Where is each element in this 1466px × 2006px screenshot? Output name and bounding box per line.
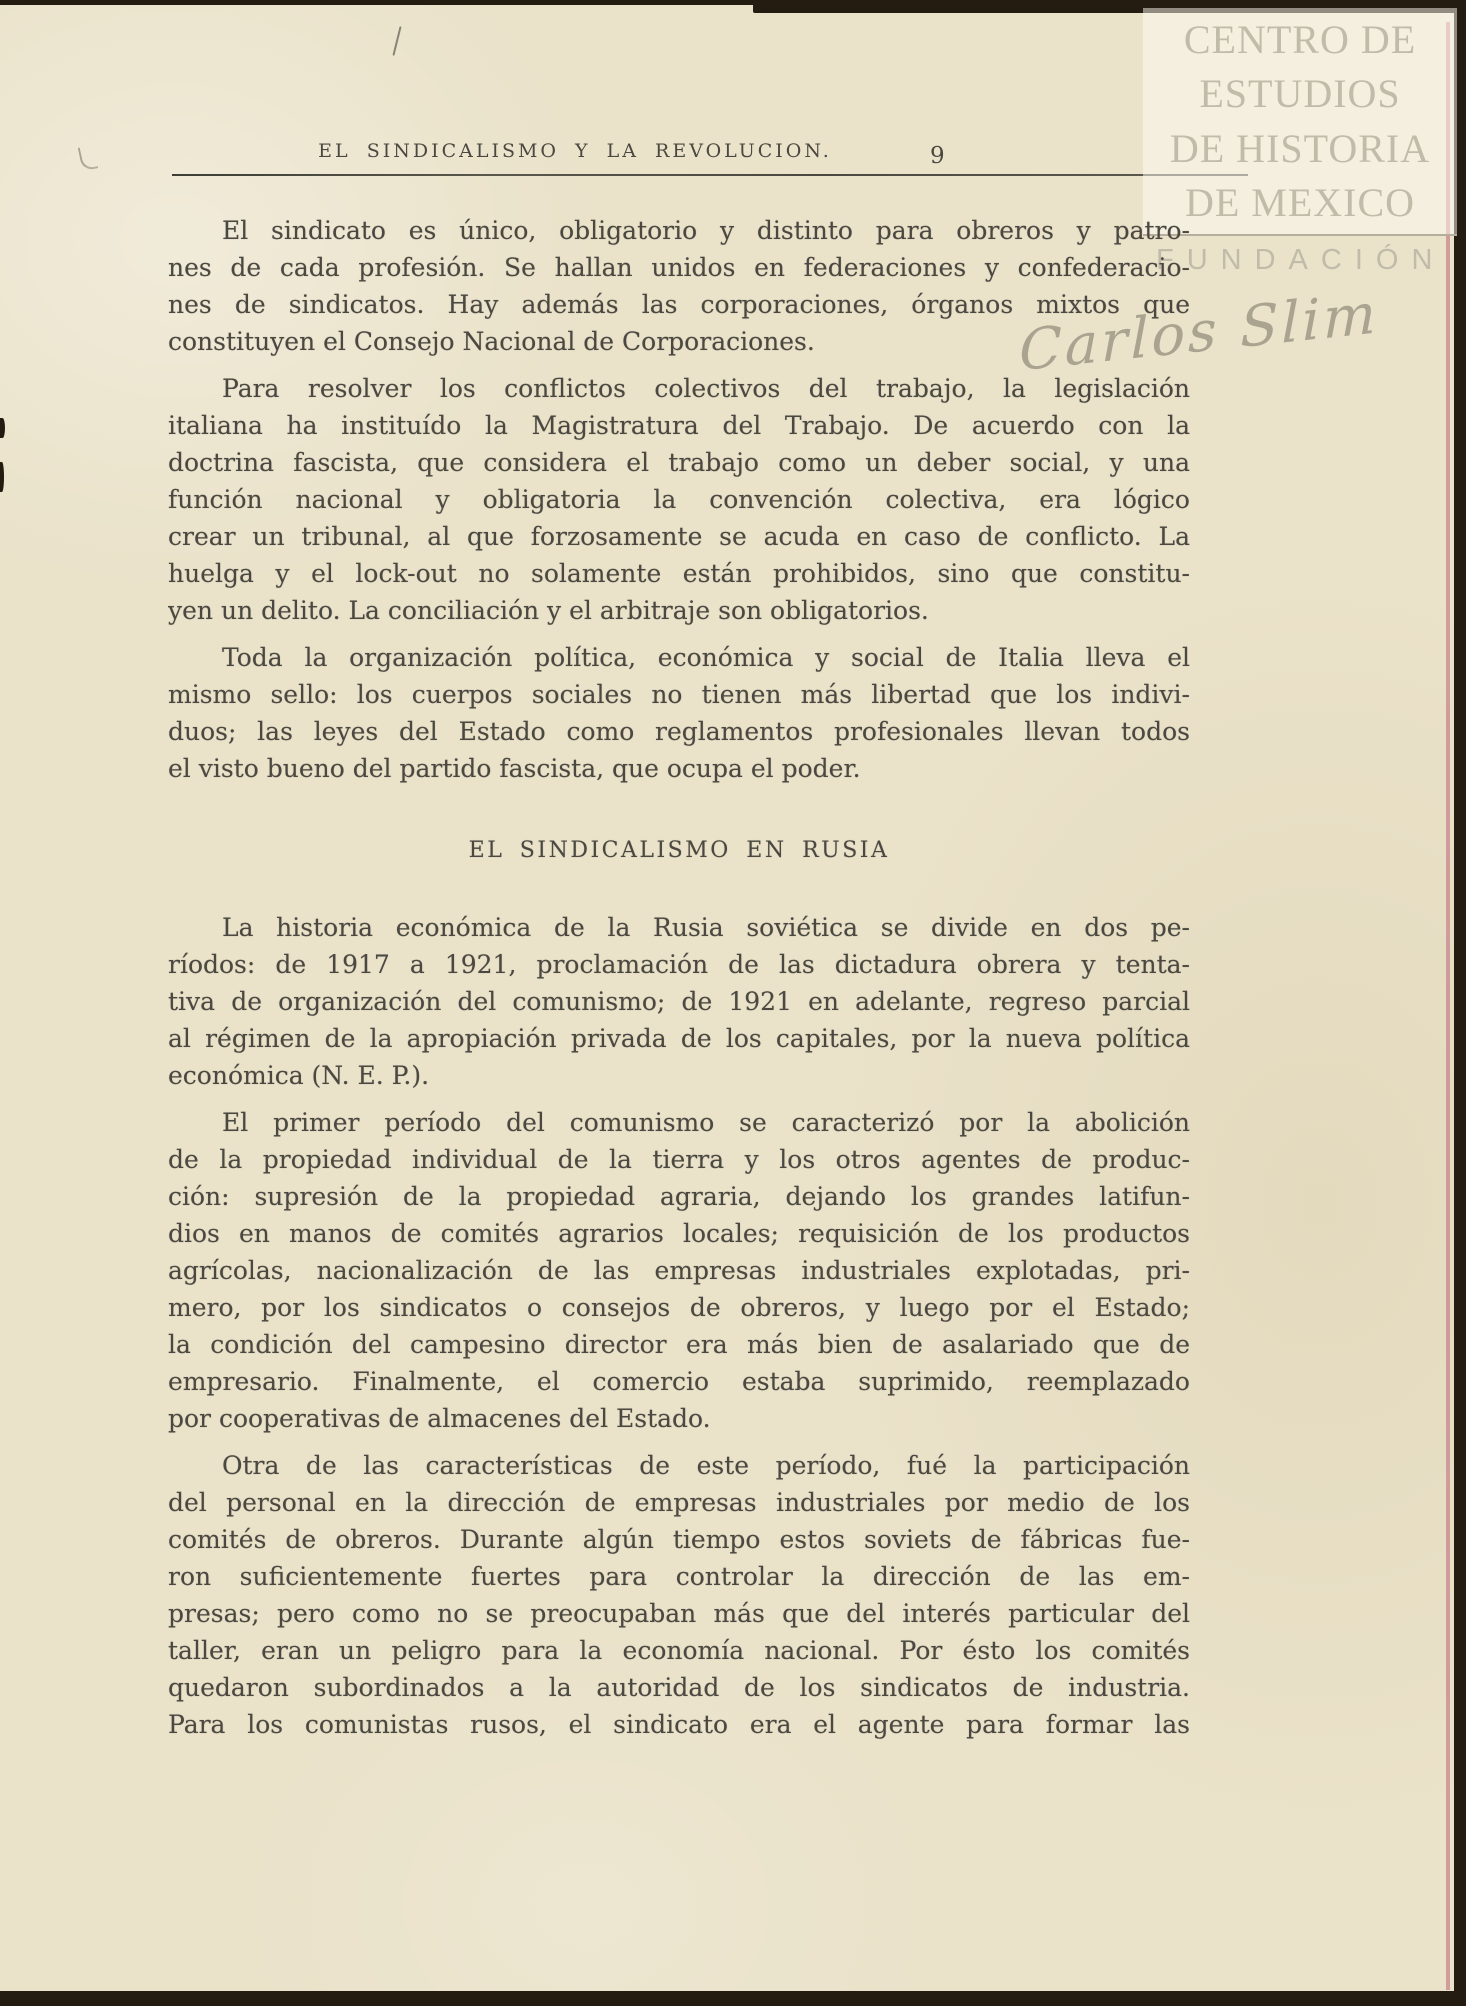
text-line: presas; pero como no se preocupaban más que del interés particular del xyxy=(168,1599,1190,1628)
text-line: El primer período del comunismo se caracterizó por la abolición xyxy=(222,1108,1190,1137)
scan-left-notch xyxy=(0,418,5,438)
text-line: Para resolver los conflictos colectivos del trabajo, la legislación xyxy=(222,374,1190,403)
text-line: huelga y el lock-out no solamente están prohibidos, sino que constitu- xyxy=(168,559,1190,588)
text-line: nes de cada profesión. Se hallan unidos en federaciones y confederacio- xyxy=(168,253,1190,282)
paragraph xyxy=(168,1104,1190,1437)
text-line: económica (N. E. P.). xyxy=(168,1061,430,1090)
pen-mark xyxy=(392,26,401,56)
paragraph xyxy=(168,370,1190,629)
text-line: ción: supresión de la propiedad agraria, dejando los grandes latifun- xyxy=(168,1182,1190,1211)
text-line: taller, eran un peligro para la economía nacional. Por ésto los comités xyxy=(168,1636,1190,1665)
text-line: dios en manos de comités agrarios locales; requisición de los productos xyxy=(168,1219,1190,1248)
text-line: La historia económica de la Rusia soviética se divide en dos pe- xyxy=(222,913,1190,942)
paragraph xyxy=(168,212,1190,360)
watermark-line: CENTRO DE xyxy=(1183,16,1417,62)
text-line: ríodos: de 1917 a 1921, proclamación de las dictadura obrera y tenta- xyxy=(168,950,1190,979)
paragraph-group-italy xyxy=(168,212,1190,787)
text-line: del personal en la dirección de empresas industriales por medio de los xyxy=(168,1488,1190,1517)
text-line: yen un delito. La conciliación y el arbitraje son obligatorios. xyxy=(168,596,929,625)
text-line: al régimen de la apropiación privada de los capitales, por la nueva política xyxy=(168,1024,1190,1053)
section-heading: EL SINDICALISMO EN RUSIA xyxy=(468,838,890,863)
watermark-line: DE MEXICO xyxy=(1184,180,1416,226)
watermark-signature: Carlos Slim xyxy=(1019,281,1379,385)
scan-left-notch xyxy=(0,462,4,492)
running-title: EL SINDICALISMO Y LA REVOLUCION. xyxy=(318,140,832,162)
text-line: quedaron subordinados a la autoridad de los sindicatos de industria. xyxy=(168,1673,1190,1702)
paragraph-group-russia xyxy=(168,909,1190,1743)
watermark-line: ESTUDIOS xyxy=(1199,71,1401,117)
text-line: ron suficientemente fuertes para controlar la dirección de las em- xyxy=(168,1562,1190,1591)
text-line: el visto bueno del partido fascista, que ocupa el poder. xyxy=(168,754,861,783)
text-line: tiva de organización del comunismo; de 1921 en adelante, regreso parcial xyxy=(168,987,1190,1016)
text-line: por cooperativas de almacenes del Estado. xyxy=(168,1404,711,1433)
watermark-line: DE HISTORIA xyxy=(1169,125,1431,171)
text-line: mero, por los sindicatos o consejos de obreros, y luego por el Estado; xyxy=(168,1293,1190,1322)
text-line: crear un tribunal, al que forzosamente se acuda en caso de conflicto. La xyxy=(168,522,1190,551)
text-block xyxy=(168,212,1190,1743)
paragraph xyxy=(168,639,1190,787)
header-rule xyxy=(172,174,1248,176)
text-line: Para los comunistas rusos, el sindicato era el agente para formar las xyxy=(168,1710,1190,1739)
text-line: función nacional y obligatoria la convención colectiva, era lógico xyxy=(168,485,1190,514)
text-line: Otra de las características de este período, fué la participación xyxy=(222,1451,1190,1480)
text-line: constituyen el Consejo Nacional de Corporaciones. xyxy=(168,327,815,356)
text-line: Toda la organización política, económica y social de Italia lleva el xyxy=(222,643,1190,672)
watermark-foundation: FUNDACIÓN xyxy=(1156,244,1446,276)
scan-bottom-edge xyxy=(0,1991,1466,2006)
text-line: mismo sello: los cuerpos sociales no tienen más libertad que los indivi- xyxy=(168,680,1190,709)
text-line: italiana ha instituído la Magistratura del Trabajo. De acuerdo con la xyxy=(168,411,1190,440)
text-line: El sindicato es único, obligatorio y distinto para obreros y patro- xyxy=(222,216,1190,245)
watermark-box xyxy=(1143,8,1457,236)
text-line: duos; las leyes del Estado como reglamentos profesionales llevan todos xyxy=(168,717,1190,746)
paragraph xyxy=(168,1447,1190,1743)
text-line: la condición del campesino director era más bien de asalariado que de xyxy=(168,1330,1190,1359)
text-line: doctrina fascista, que considera el trabajo como un deber social, y una xyxy=(168,448,1190,477)
text-line: de la propiedad individual de la tierra y los otros agentes de produc- xyxy=(168,1145,1190,1174)
text-line: nes de sindicatos. Hay además las corporaciones, órganos mixtos que xyxy=(168,290,1190,319)
text-line: agrícolas, nacionalización de las empresas industriales explotadas, pri- xyxy=(168,1256,1190,1285)
text-line: comités de obreros. Durante algún tiempo estos soviets de fábricas fue- xyxy=(168,1525,1190,1554)
text-line: empresario. Finalmente, el comercio estaba suprimido, reemplazado xyxy=(168,1367,1190,1396)
paragraph xyxy=(168,909,1190,1094)
page-number: 9 xyxy=(930,143,945,169)
